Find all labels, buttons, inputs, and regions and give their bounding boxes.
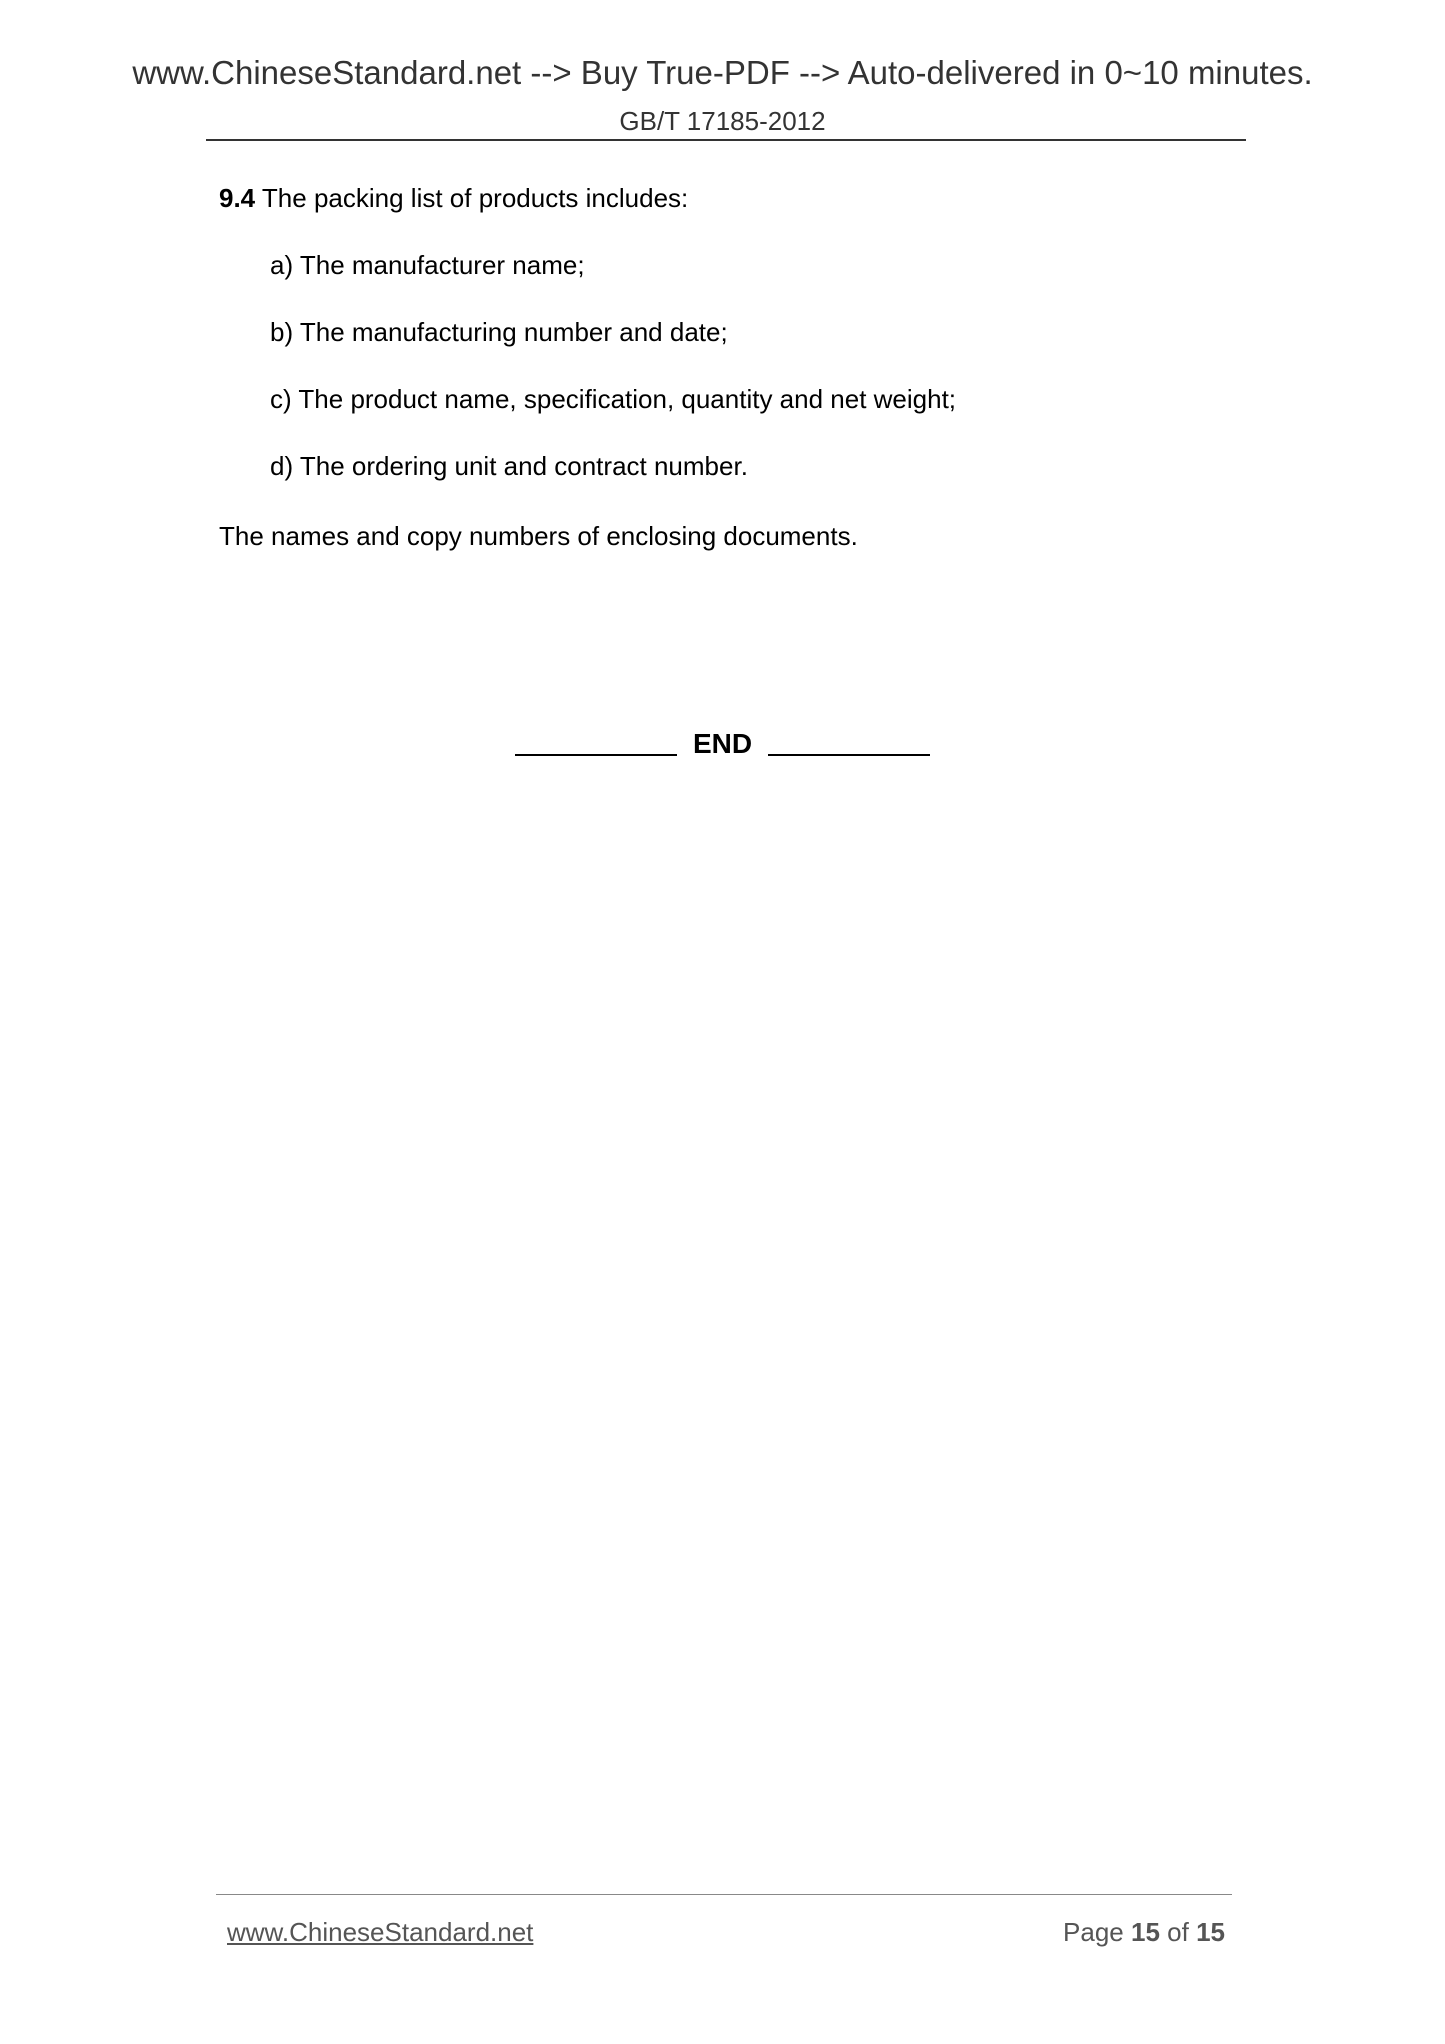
page-total: 15 xyxy=(1196,1917,1225,1947)
end-rule-left xyxy=(515,754,677,756)
header-banner: www.ChineseStandard.net --> Buy True-PDF --> Auto-delivered in 0~10 minutes. xyxy=(132,54,1313,91)
page-prefix: Page xyxy=(1063,1917,1124,1947)
end-label: END xyxy=(692,728,753,759)
closing-paragraph: The names and copy numbers of enclosing documents. xyxy=(219,521,858,551)
list-item: c) The product name, specification, quantity and net weight; xyxy=(270,384,957,414)
end-marker xyxy=(0,728,1445,760)
clause-number: 9.4 xyxy=(219,183,256,213)
list-item: d) The ordering unit and contract number. xyxy=(270,451,748,481)
clause-9-4 xyxy=(219,183,688,214)
page-of: of xyxy=(1167,1917,1189,1947)
page-current: 15 xyxy=(1131,1917,1160,1947)
end-rule-right xyxy=(768,754,930,756)
list-item: b) The manufacturing number and date; xyxy=(270,317,728,347)
list-item: a) The manufacturer name; xyxy=(270,250,585,280)
footer-divider xyxy=(216,1894,1232,1895)
footer-website-link[interactable]: www.ChineseStandard.net xyxy=(227,1917,534,1947)
clause-text: The packing list of products includes: xyxy=(261,183,689,213)
page-indicator xyxy=(1063,1917,1225,1948)
header-divider xyxy=(206,139,1246,141)
standard-code: GB/T 17185-2012 xyxy=(619,106,826,136)
